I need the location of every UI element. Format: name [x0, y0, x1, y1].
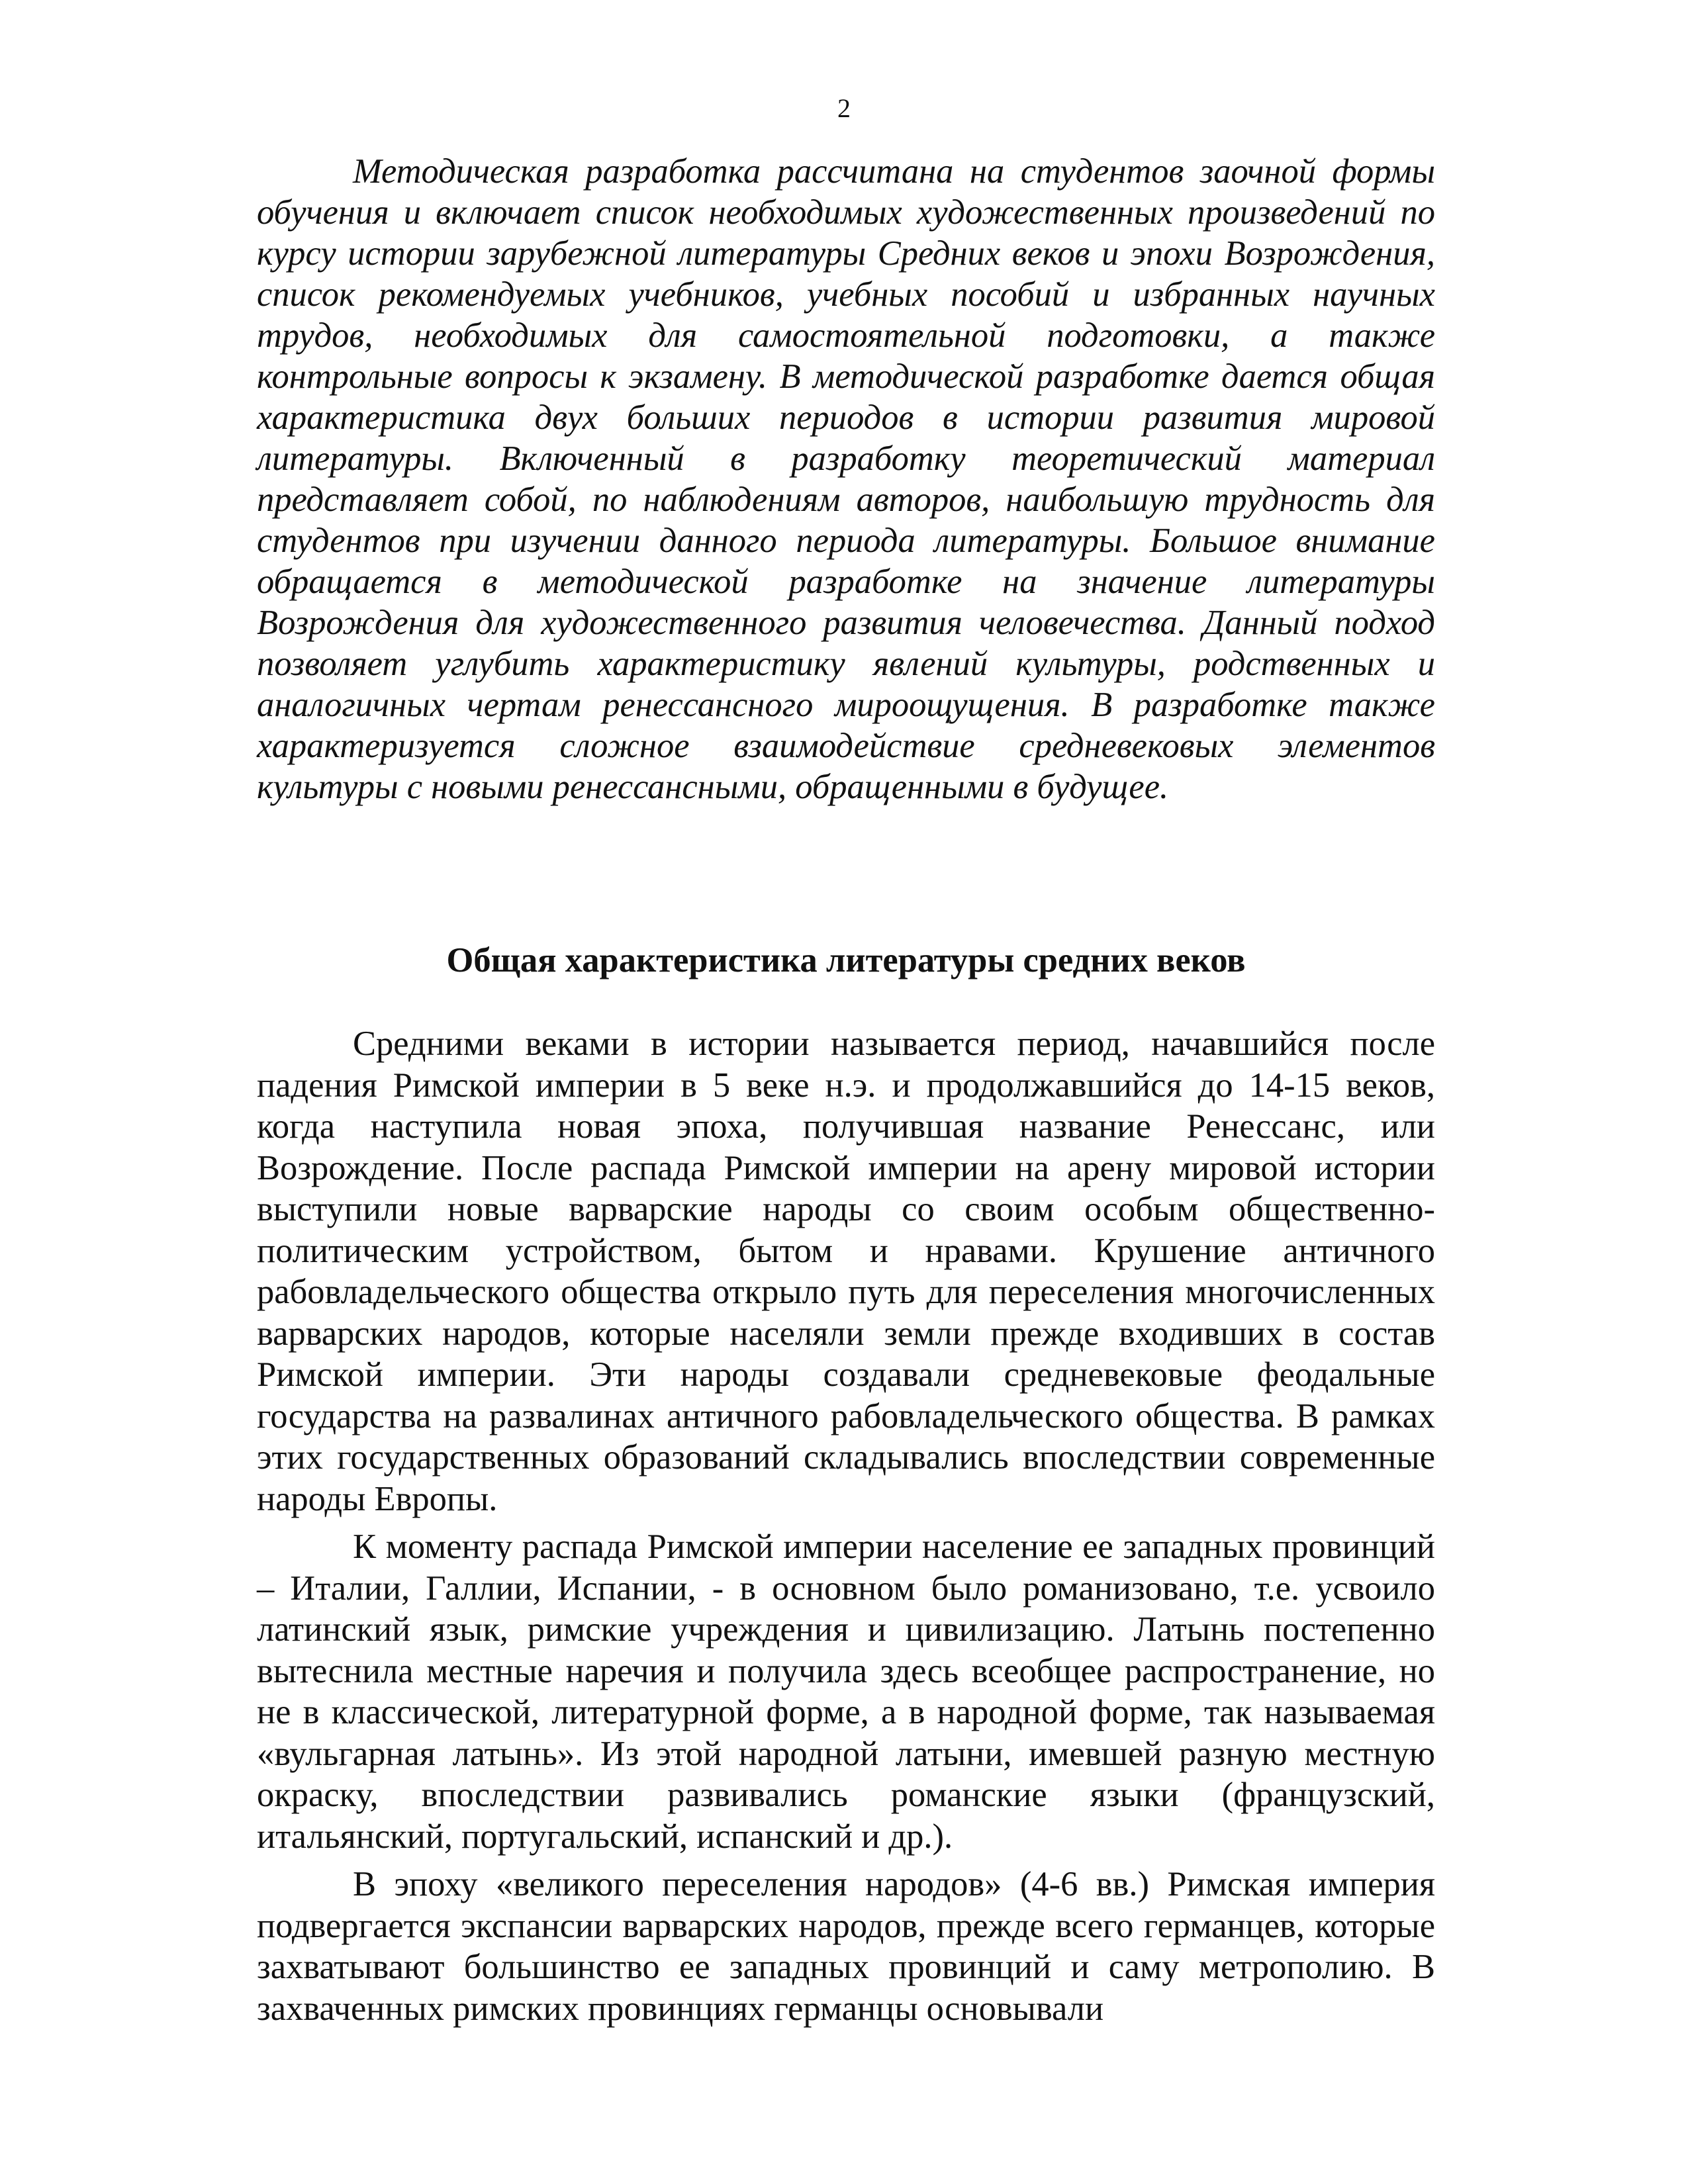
body-paragraph-2: К моменту распада Римской империи население ее западных провинций – Италии, Галлии, Испании, - в основном было романизовано, т.е. усвоило латинский язык, римские учреждения и цивилизацию. Латынь постепенно вытеснила местные наречия и получила здесь всеобщее распространение, но не в классической, литературной форме, а в народной форме, так называемая «вульгарная латынь». Из этой народной латыни, имевшей разную местную окраску, впоследствии развивались романские языки (французский, итальянский, португальский, испанский и др.). — [257, 1527, 1435, 1856]
body-paragraph-3: В эпоху «великого переселения народов» (4-6 вв.) Римская империя подвергается экспансии варварских народов, прежде всего германцев, которые захватывают большинство ее западных провинций и саму метрополию. В захваченных римских провинциях германцы основывали — [257, 1865, 1435, 2028]
abstract-paragraph: Методическая разработка рассчитана на студентов заочной формы обучения и включает список необходимых художественных произведений по курсу истории зарубежной литературы Средних веков и эпохи Возрождения, список рекомендуемых учебников, учебных пособий и избранных научных трудов, необходимых для самостоятельной подготовки, а также контрольные вопросы к экзамену. В методической разработке дается общая характеристика двух больших периодов в истории развития мировой литературы. Включенный в разработку теоретический материал представляет собой, по наблюдениям авторов, наибольшую трудность для студентов при изучении данного периода литературы. Большое внимание обращается в методической разработке на значение литературы Возрождения для художественного развития человечества. Данный подход позволяет углубить характеристику явлений культуры, родственных и аналогичных чертам ренессансного мироощущения. В разработке также характеризуется сложное взаимодействие средневековых элементов культуры с новыми ренессансными, обращенными в будущее. — [257, 152, 1435, 806]
section-heading: Общая характеристика литературы средних веков — [446, 941, 1246, 979]
page-number: 2 — [837, 93, 851, 123]
section-body — [257, 1023, 1435, 2029]
body-paragraph-1: Средними веками в истории называется период, начавшийся после падения Римской империи в 5 веке н.э. и продолжавшийся до 14-15 веков, когда наступила новая эпоха, получившая название Ренессанс, или Возрождение. После распада Римской империи на арену мировой истории выступили новые варварские народы со своим особым общественно-политическим устройством, бытом и нравами. Крушение античного рабовладельческого общества открыло путь для переселения многочисленных варварских народов, которые населяли земли прежде входивших в состав Римской империи. Эти народы создавали средневековые феодальные государства на развалинах античного рабовладельческого общества. В рамках этих государственных образований складывались впоследствии современные народы Европы. — [257, 1024, 1435, 1518]
abstract-block — [257, 151, 1435, 807]
